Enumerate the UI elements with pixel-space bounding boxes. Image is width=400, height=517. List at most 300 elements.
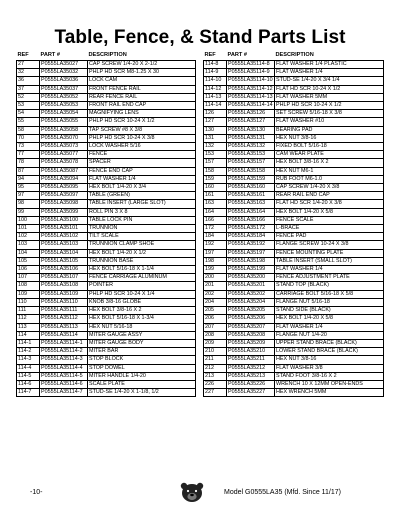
ref-cell: 104 (17, 249, 40, 257)
table-row (17, 233, 196, 241)
description-cell: FLAT WASHER 1/4 (275, 323, 384, 331)
table-row (204, 208, 384, 216)
description-cell: MAGNIFYING LENS (88, 110, 196, 118)
table-row (17, 61, 196, 69)
part-number-cell: P0555LA35103 (40, 241, 88, 249)
ref-cell: 114 (17, 331, 40, 339)
ref-cell: 103 (17, 241, 40, 249)
table-row (17, 274, 196, 282)
table-row (204, 192, 384, 200)
description-cell: HEX BOLT 3/8-16 X 2 (88, 307, 196, 315)
part-number-cell: P0555LA35206 (227, 315, 275, 323)
description-cell: CAP SCREW 1/4-20 X 3/8 (275, 184, 384, 192)
description-cell: CAP SCREW 1/4-20 X 2-1/2 (88, 61, 196, 69)
ref-cell: 199 (204, 266, 227, 274)
part-number-cell: P0555LA35107 (40, 274, 88, 282)
description-cell: SCALE PLATE (88, 380, 196, 388)
description-cell: FLAT WASHER 1/4 (88, 175, 196, 183)
table-row (204, 233, 384, 241)
table-row (17, 389, 196, 397)
description-cell: TABLE INSERT (SMALL SLOT) (275, 257, 384, 265)
ref-cell: 99 (17, 208, 40, 216)
description-cell: REAR RAIL END CAP (275, 192, 384, 200)
ref-cell: 158 (204, 167, 227, 175)
ref-cell: 105 (17, 257, 40, 265)
description-cell: PHLP HD SCR 10-24 X 1/2 (275, 102, 384, 110)
description-cell: TRUNNION (88, 225, 196, 233)
table-row (204, 380, 384, 388)
table-row (204, 151, 384, 159)
table-row (17, 208, 196, 216)
description-cell: FLANGE NUT 5/16-18 (275, 298, 384, 306)
ref-cell: 114-5 (17, 372, 40, 380)
ref-cell: 209 (204, 339, 227, 347)
description-cell: TRUNNION CLAMP SHOE (88, 241, 196, 249)
description-cell: PHLP HD SCR 10-24 X 3/8 (88, 134, 196, 142)
part-number-cell: P0555LA35104 (40, 249, 88, 257)
ref-cell: 197 (204, 249, 227, 257)
table-row (17, 282, 196, 290)
part-number-cell: P0555LA35160 (227, 184, 275, 192)
ref-cell: 100 (17, 216, 40, 224)
description-cell: FENCE MOUNTING PLATE (275, 249, 384, 257)
description-cell: STOP DOWEL (88, 364, 196, 372)
table-row (17, 110, 196, 118)
table-row (204, 126, 384, 134)
description-cell: FLAT WASHER 1/4 (275, 266, 384, 274)
description-cell: FRONT RAIL END CAP (88, 102, 196, 110)
part-number-cell: P0555LA35114-7 (40, 389, 88, 397)
part-number-cell: P0555LA35032 (40, 69, 88, 77)
description-cell: FLAT HD SCR 10-24 X 1/2 (275, 85, 384, 93)
table-row (17, 257, 196, 265)
part-number-cell: P0555LA35201 (227, 282, 275, 290)
description-cell: TILT SCALE (88, 233, 196, 241)
description-cell: ROLL PIN 3 X 8 (88, 208, 196, 216)
part-number-cell: P0555LA35099 (40, 208, 88, 216)
part-number-cell: P0555LA35078 (40, 159, 88, 167)
table-row (204, 356, 384, 364)
part-number-cell: P0555LA35159 (227, 175, 275, 183)
ref-cell: 77 (17, 151, 40, 159)
part-number-cell: P0555LA35163 (227, 200, 275, 208)
part-number-cell: P0555LA35211 (227, 356, 275, 364)
description-cell: TRUNNION BASE (88, 257, 196, 265)
part-number-cell: P0555LA35166 (227, 216, 275, 224)
table-row (204, 348, 384, 356)
description-cell: KNOB 3/8-16 GLOBE (88, 298, 196, 306)
table-row (204, 298, 384, 306)
ref-cell: 192 (204, 241, 227, 249)
description-header: DESCRIPTION (88, 52, 127, 59)
description-cell: TABLE LOCK PIN (88, 216, 196, 224)
part-number-cell: P0555LA35114-6 (40, 380, 88, 388)
part-number-cell: P0555LA35055 (40, 118, 88, 126)
description-cell: LOWER STAND BRACE (BLACK) (275, 348, 384, 356)
description-cell: HEX BOLT 1/4-20 X 1/2 (88, 249, 196, 257)
part-number-cell: P0555LA35058 (40, 126, 88, 134)
part-number-cell: P0555LA35200 (227, 274, 275, 282)
ref-cell: 112 (17, 315, 40, 323)
description-cell: HEX BOLT 1/4-20 X 5/8 (275, 315, 384, 323)
description-cell: MITER BAR (88, 348, 196, 356)
description-cell: HEX NUT 3/8-16 (275, 356, 384, 364)
part-number-cell: P0555LA35114-10 (228, 77, 273, 84)
part-number-cell: P0555LA35227 (227, 389, 275, 397)
ref-cell: 114-14 (204, 102, 227, 110)
description-cell: TAP SCREW #8 X 3/8 (88, 126, 196, 134)
table-row (204, 110, 384, 118)
part-number-cell: P0555LA35052 (40, 93, 88, 101)
part-number-cell: P0555LA35213 (227, 372, 275, 380)
description-cell: TABLE (GREEN) (88, 192, 196, 200)
ref-cell: 113 (17, 323, 40, 331)
part-number-cell: P0555LA35202 (227, 290, 275, 298)
ref-cell: 114-6 (17, 380, 40, 388)
part-number-cell: P0555LA35054 (40, 110, 88, 118)
ref-cell: 163 (204, 200, 227, 208)
ref-cell: 212 (204, 364, 227, 372)
table-row (204, 282, 384, 290)
table-row (17, 307, 196, 315)
ref-cell: 211 (204, 356, 227, 364)
description-cell: PHLP HD SCR M8-1.25 X 30 (88, 69, 196, 77)
table-row (204, 266, 384, 274)
table-row (204, 102, 384, 110)
part-number-cell: P0555LA35106 (40, 266, 88, 274)
ref-cell: 153 (204, 151, 227, 159)
ref-cell: 126 (204, 110, 227, 118)
table-row (17, 290, 196, 298)
description-cell: FENCE END CAP (88, 167, 196, 175)
table-row (204, 61, 384, 69)
part-number-cell: P0555LA35111 (40, 307, 88, 315)
parts-table-right (203, 52, 384, 397)
part-number-cell: P0555LA35158 (227, 167, 275, 175)
table-row (17, 118, 196, 126)
ref-cell: 114-13 (204, 93, 227, 101)
ref-cell: 94 (17, 175, 40, 183)
ref-cell: 204 (204, 298, 227, 306)
part-number-cell: P0555LA35101 (40, 225, 88, 233)
ref-cell: 114-4 (17, 364, 40, 372)
part-number-cell: P0555LA35077 (40, 151, 88, 159)
table-row (17, 298, 196, 306)
description-cell: FLAT WASHER 5MM (275, 93, 384, 101)
part-number-cell: P0555LA35207 (227, 323, 275, 331)
ref-cell: 184 (204, 233, 227, 241)
part-number-cell: P0555LA35113 (40, 323, 88, 331)
part-number-cell: P0555LA35205 (227, 307, 275, 315)
ref-cell: 37 (17, 85, 40, 93)
table-row (204, 290, 384, 298)
description-cell: HEX BOLT 3/8-16 X 2 (275, 159, 384, 167)
description-cell: CAM WEAR PLATE (275, 151, 384, 159)
table-row (17, 216, 196, 224)
description-cell: FLAT WASHER 1/4 PLASTIC (275, 61, 384, 69)
part-number-cell: P0555LA35087 (40, 167, 88, 175)
table-row (204, 339, 384, 347)
ref-cell: 114-12 (204, 85, 227, 93)
description-cell: STAND SIDE (BLACK) (275, 307, 384, 315)
part-number-cell: P0555LA35114-1 (40, 339, 88, 347)
part-number-cell: P0555LA35192 (227, 241, 275, 249)
description-cell: POINTER (88, 282, 196, 290)
table-row (17, 315, 196, 323)
table-row (17, 126, 196, 134)
part-number-cell: P0555LA35094 (40, 175, 88, 183)
part-number-cell: P0555LA35114-5 (40, 372, 88, 380)
ref-cell: 87 (17, 167, 40, 175)
part-number-cell: P0555LA35226 (227, 380, 275, 388)
ref-cell: 102 (17, 233, 40, 241)
ref-cell: 78 (17, 159, 40, 167)
table-row (204, 389, 384, 397)
description-cell: FLAT WASHER #10 (275, 118, 384, 126)
part-number-cell: P0555LA35073 (40, 143, 88, 151)
table-row (204, 118, 384, 126)
table-row (17, 134, 196, 142)
ref-cell: 206 (204, 315, 227, 323)
description-cell: MITER GAUGE BODY (88, 339, 196, 347)
ref-header: REF (204, 52, 216, 59)
part-number-cell: P0555LA35114-3 (40, 356, 88, 364)
part-number-cell: P0555LA35036 (40, 77, 88, 85)
part-number-cell: P0555LA35197 (227, 249, 275, 257)
part-number-cell: P0555LA35127 (227, 118, 275, 126)
grizzly-bear-icon (179, 481, 205, 503)
part-number-cell: P0555LA35210 (227, 348, 275, 356)
ref-header: REF (17, 52, 29, 59)
ref-cell: 198 (204, 257, 227, 265)
description-cell: FLAT WASHER 3/8 (275, 364, 384, 372)
description-cell: STUD-SE 1/4-20 X 1-1/8, 1/2 (88, 389, 196, 397)
part-number-cell: P0555LA35114-13 (228, 93, 273, 100)
table-row (204, 315, 384, 323)
ref-cell: 54 (17, 110, 40, 118)
part-number-cell: P0555LA35209 (227, 339, 275, 347)
ref-cell: 132 (204, 143, 227, 151)
table-header-row (17, 52, 196, 61)
table-row (17, 102, 196, 110)
ref-cell: 131 (204, 134, 227, 142)
table-row (204, 69, 384, 77)
table-row (204, 159, 384, 167)
ref-cell: 107 (17, 274, 40, 282)
table-row (17, 356, 196, 364)
ref-cell: 114-1 (17, 339, 40, 347)
part-number-cell: P0555LA35098 (40, 200, 88, 208)
description-cell: HEX BOLT 1/4-20 X 3/4 (88, 184, 196, 192)
description-cell: FENCE PAD (275, 233, 384, 241)
part-number-cell: P0555LA35114-8 (227, 61, 275, 69)
part-number-cell: P0555LA35027 (40, 61, 88, 69)
description-header: DESCRIPTION (275, 52, 314, 59)
description-cell: STOP BLOCK (88, 356, 196, 364)
ref-cell: 53 (17, 102, 40, 110)
part-number-cell: P0555LA35198 (227, 257, 275, 265)
description-cell: HEX NUT 5/16-18 (88, 323, 196, 331)
table-row (17, 364, 196, 372)
part-number-cell: P0555LA35131 (227, 134, 275, 142)
table-header-row (204, 52, 384, 61)
part-number-cell: P0555LA35114-12 (228, 85, 273, 92)
description-cell: REAR FENCE RAIL (88, 93, 196, 101)
description-cell: STAND FOOT 3/8-16 X 2 (275, 372, 384, 380)
table-row (17, 323, 196, 331)
table-row (17, 159, 196, 167)
table-row (204, 331, 384, 339)
description-cell: STAND TOP (BLACK) (275, 282, 384, 290)
ref-cell: 207 (204, 323, 227, 331)
description-cell: BEARING PAD (275, 126, 384, 134)
ref-cell: 114-9 (204, 69, 227, 77)
table-row (17, 175, 196, 183)
description-cell: FIXED BOLT 5/16-18 (275, 143, 384, 151)
description-cell: FENCE SCALE (275, 216, 384, 224)
page-title: Table, Fence, & Stand Parts List (54, 27, 346, 48)
table-row (204, 216, 384, 224)
table-row (17, 249, 196, 257)
description-cell: FENCE (88, 151, 196, 159)
table-row (204, 274, 384, 282)
part-number-cell: P0555LA35204 (227, 298, 275, 306)
table-row (204, 143, 384, 151)
description-cell: CARRIAGE BOLT 5/16-18 X 5/8 (275, 290, 384, 298)
ref-cell: 36 (17, 77, 40, 85)
table-row (204, 323, 384, 331)
ref-cell: 32 (17, 69, 40, 77)
part-number-cell: P0555LA35114 (40, 331, 88, 339)
table-row (204, 241, 384, 249)
part-number-cell: P0555LA35097 (40, 192, 88, 200)
ref-cell: 202 (204, 290, 227, 298)
ref-cell: 200 (204, 274, 227, 282)
ref-cell: 98 (17, 200, 40, 208)
description-cell: SET SCREW 5/16-18 X 3/8 (275, 110, 384, 118)
part-number-cell: P0555LA35108 (40, 282, 88, 290)
table-row (204, 364, 384, 372)
description-cell: TABLE INSERT (LARGE SLOT) (88, 200, 196, 208)
table-row (17, 331, 196, 339)
ref-cell: 97 (17, 192, 40, 200)
table-row (17, 348, 196, 356)
ref-cell: 208 (204, 331, 227, 339)
part-number-cell: P0555LA35037 (40, 85, 88, 93)
table-row (204, 184, 384, 192)
description-cell: HEX BOLT 5/16-18 X 1-1/4 (88, 266, 196, 274)
ref-cell: 226 (204, 380, 227, 388)
description-cell: HEX NUT M6-1 (275, 167, 384, 175)
description-cell: PHLP HD SCR 10-24 X 1/2 (88, 118, 196, 126)
part-number-cell: P0555LA35053 (40, 102, 88, 110)
table-row (17, 339, 196, 347)
ref-cell: 108 (17, 282, 40, 290)
part-number-cell: P0555LA35132 (227, 143, 275, 151)
part-number-cell: P0555LA35130 (227, 126, 275, 134)
ref-cell: 161 (204, 192, 227, 200)
ref-cell: 114-8 (204, 61, 227, 69)
description-cell: HEX WRENCH 5MM (275, 389, 384, 397)
description-cell: STUD-SE 1/4-20 X 3/4 1/4 (275, 77, 384, 85)
part-number-cell: P0555LA35161 (227, 192, 275, 200)
table-row (17, 93, 196, 101)
part-number-cell: P0555LA35105 (40, 257, 88, 265)
table-row (17, 143, 196, 151)
ref-cell: 213 (204, 372, 227, 380)
table-row (204, 225, 384, 233)
part-number-cell: P0555LA35114-4 (40, 364, 88, 372)
ref-cell: 106 (17, 266, 40, 274)
part-number-cell: P0555LA35212 (227, 364, 275, 372)
ref-cell: 201 (204, 282, 227, 290)
part-number-cell: P0555LA35114-9 (227, 69, 275, 77)
description-cell: FRONT FENCE RAIL (88, 85, 196, 93)
ref-cell: 101 (17, 225, 40, 233)
part-number-cell: P0555LA35109 (40, 290, 88, 298)
part-number-cell: P0555LA35199 (227, 266, 275, 274)
table-row (17, 184, 196, 192)
model-footer: Model G0555LA35 (Mfd. Since 11/17) (224, 489, 341, 496)
ref-cell: 58 (17, 126, 40, 134)
ref-cell: 127 (204, 118, 227, 126)
ref-cell: 111 (17, 307, 40, 315)
table-row (204, 200, 384, 208)
description-cell: FENCE CARRIAGE ALUMINUM (88, 274, 196, 282)
table-row (17, 77, 196, 85)
table-row (204, 167, 384, 175)
description-cell: FLANGE NUT 1/4-20 (275, 331, 384, 339)
part-number-cell: P0555LA35112 (40, 315, 88, 323)
description-cell: FENCE ADJUSTMENT PLATE (275, 274, 384, 282)
description-cell: MITER HANDLE 1/4-20 (88, 372, 196, 380)
description-cell: MITER GAUGE ASSY (88, 331, 196, 339)
part-number-cell: P0555LA35114-2 (40, 348, 88, 356)
ref-cell: 114-7 (17, 389, 40, 397)
parts-table-left (16, 52, 196, 397)
table-row (17, 151, 196, 159)
part-number-cell: P0555LA35208 (227, 331, 275, 339)
ref-cell: 114-10 (204, 77, 227, 85)
part-number-cell: P0555LA35100 (40, 216, 88, 224)
part-number-cell: P0555LA35153 (227, 151, 275, 159)
description-cell: SPACER (88, 159, 196, 167)
table-row (204, 307, 384, 315)
description-cell: PHLP HD SCR 10-24 X 1/4 (88, 290, 196, 298)
description-cell: FLAT HD SCR 1/4-20 X 3/8 (275, 200, 384, 208)
part-number-cell: P0555LA35164 (227, 208, 275, 216)
table-row (17, 225, 196, 233)
table-row (204, 77, 384, 85)
part-number-cell: P0555LA35157 (227, 159, 275, 167)
ref-cell: 166 (204, 216, 227, 224)
description-cell: HEX BOLT 5/16-18 X 1-3/4 (88, 315, 196, 323)
ref-cell: 210 (204, 348, 227, 356)
table-row (204, 134, 384, 142)
description-cell: HEX BOLT 1/4-20 X 5/8 (275, 208, 384, 216)
ref-cell: 130 (204, 126, 227, 134)
table-row (17, 192, 196, 200)
table-row (17, 266, 196, 274)
description-cell: FLANGE SCREW 10-24 X 3/8 (275, 241, 384, 249)
ref-cell: 205 (204, 307, 227, 315)
table-row (204, 257, 384, 265)
description-cell: RUB FOOT M6-1.0 (275, 175, 384, 183)
description-cell: HEX NUT 3/8-16 (275, 134, 384, 142)
ref-cell: 110 (17, 298, 40, 306)
part-number-cell: P0555LA35184 (227, 233, 275, 241)
ref-cell: 164 (204, 208, 227, 216)
